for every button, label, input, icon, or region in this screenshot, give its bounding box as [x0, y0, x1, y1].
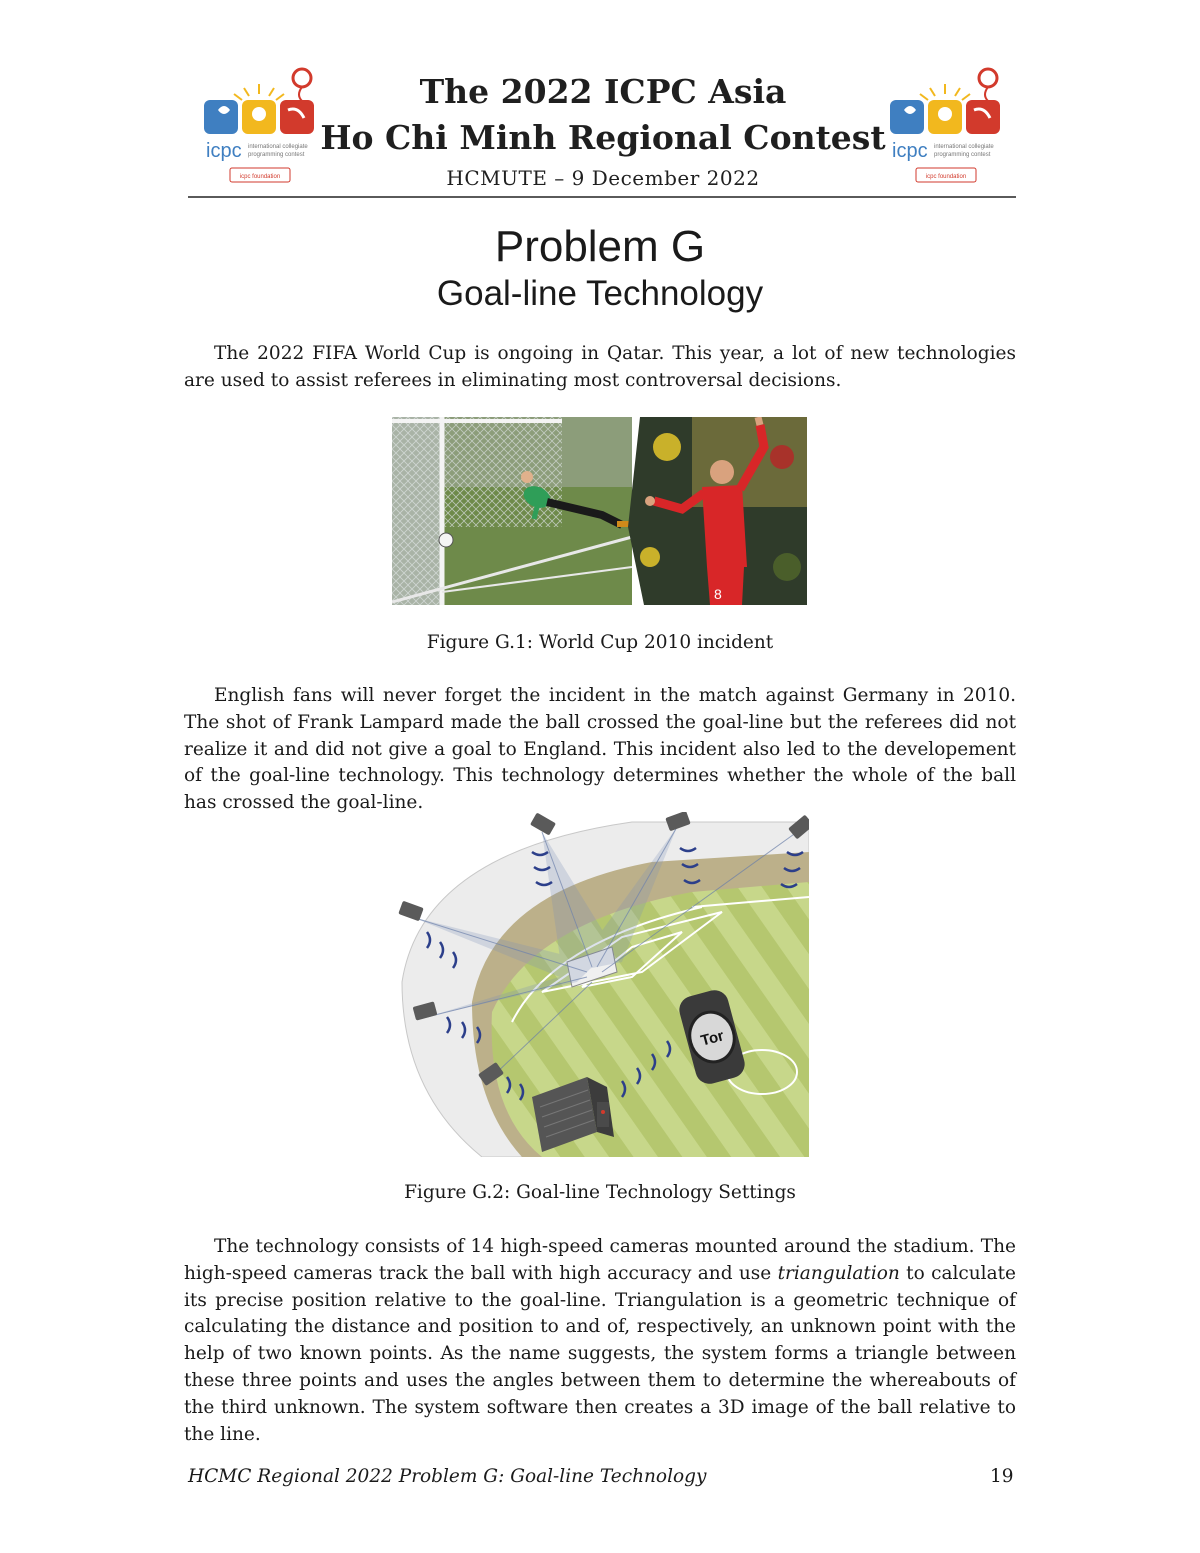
figure-2-caption: Figure G.2: Goal-line Technology Settings — [404, 1182, 796, 1203]
camera-icon — [398, 901, 423, 922]
goal-line-technology-diagram — [392, 812, 809, 1157]
intro-paragraph: The 2022 FIFA World Cup is ongoing in Qatar. This year, a lot of new technologies are used to assist referees in eliminating most controversal decisions. — [184, 343, 1016, 391]
world-cup-2010-photo — [392, 417, 807, 605]
problem-subtitle: Goal-line Technology — [436, 274, 764, 313]
contest-header — [188, 60, 1016, 198]
svg-text:international collegiate: international collegiate — [934, 144, 994, 150]
icpc-logo-right — [880, 64, 1010, 186]
svg-text:icpc: icpc — [892, 140, 928, 162]
icpc-logo-left — [194, 64, 324, 186]
camera-icon — [530, 812, 556, 835]
footer-title: HCMC Regional 2022 Problem G: Goal-line Technology — [188, 1466, 707, 1487]
logo-subtext: international collegiate — [248, 144, 308, 150]
header-rule — [188, 196, 1016, 198]
header-line-3: HCMUTE – 9 December 2022 — [446, 166, 760, 190]
emphasis-triangulation: triangulation — [777, 1262, 900, 1284]
page-number: 19 — [990, 1466, 1014, 1487]
icpc-logo-icon — [204, 69, 314, 134]
header-line-2: Ho Chi Minh Regional Contest — [320, 118, 886, 157]
incident-paragraph: English fans will never forget the incident in the match against Germany in 2010. The shot of Frank Lampard made the ball crossed the goal-line but the referees did not realize it and did not give a goal to England. This incident also led to the developement of the goal-line technology. This technology determines whether the whole of the ball has crossed the goal-line. — [184, 685, 1016, 814]
svg-text:icpc foundation: icpc foundation — [239, 174, 281, 180]
svg-text:icpc foundation: icpc foundation — [925, 174, 967, 180]
svg-text:programming contest: programming contest — [248, 152, 305, 158]
svg-text:programming contest: programming contest — [934, 152, 991, 158]
figure-1-caption: Figure G.1: World Cup 2010 incident — [426, 632, 774, 653]
problem-title: Problem G — [494, 222, 706, 271]
header-line-1: The 2022 ICPC Asia — [419, 72, 787, 111]
ball — [439, 533, 453, 547]
technology-paragraph: The technology consists of 14 high-speed cameras mounted around the stadium. The high-speed cameras track the ball with high accuracy and use triangulation to calculate its precise position relative to the goal-line. Triangulation is a geometric technique of calculating the distance and position to and of, respectively, an unknown point with the help of two known points. As the name suggests, the system forms a triangle between these three points and uses the angles between them to determine the whereabouts of the third unknown. The system software then creates a 3D image of the ball relative to the line. — [184, 1236, 1016, 1445]
svg-text:icpc: icpc — [206, 140, 242, 162]
icpc-logo-icon — [890, 69, 1000, 134]
svg-text:Tor: Tor — [699, 1027, 726, 1050]
svg-text:8: 8 — [714, 586, 722, 602]
